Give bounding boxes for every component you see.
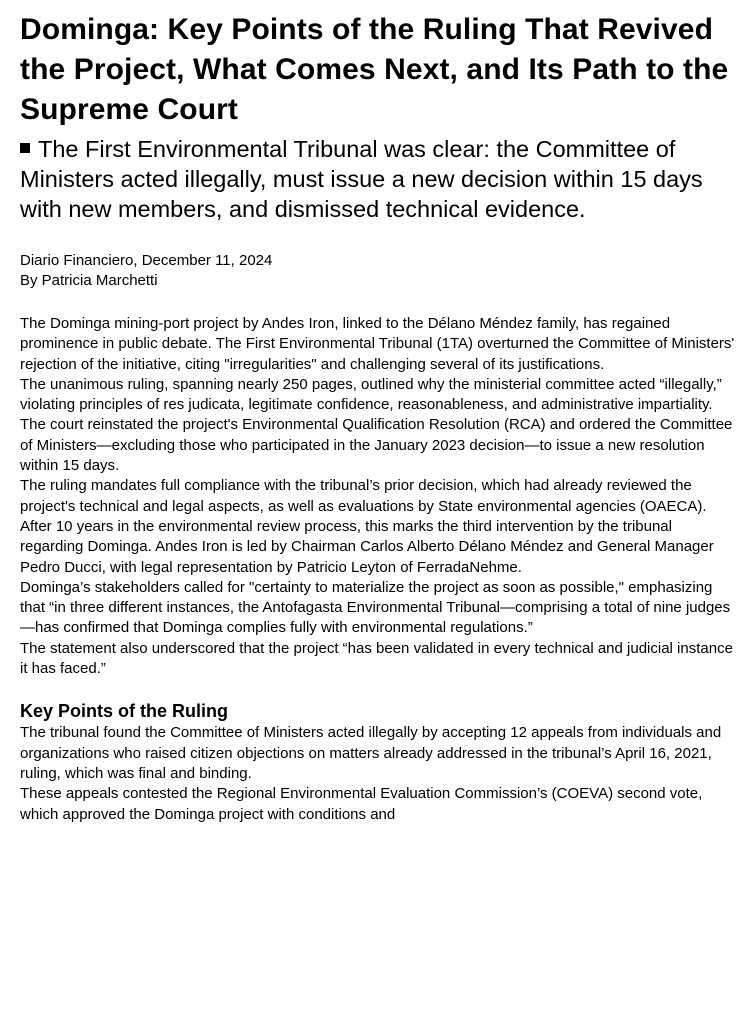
paragraph: The tribunal found the Committee of Ministers acted illegally by accepting 12 appeals from individuals and organizations who raised citizen objections on matters already addressed in the tribunal’s April 16, 2021, ruling, which was final and binding. xyxy=(20,724,722,782)
byline: By Patricia Marchetti xyxy=(20,272,158,289)
subtitle-text: The First Environmental Tribunal was clear: the Committee of Ministers acted illegally, must issue a new decision within 15 days with new members, and dismissed technical evidence. xyxy=(20,136,703,222)
paragraph: The unanimous ruling, spanning nearly 250 pages, outlined why the ministerial committee acted “illegally,” violating principles of res judicata, legitimate confidence, reasonableness, and administrative impartiality. xyxy=(20,375,722,414)
paragraph: The ruling mandates full compliance with the tribunal’s prior decision, which had already reviewed the project's technical and legal aspects, as well as evaluations by State environmental agencies (OAECA). xyxy=(20,477,707,515)
article-meta xyxy=(20,251,738,291)
article xyxy=(20,10,738,825)
paragraph: Dominga’s stakeholders called for "certainty to materialize the project as soon as possible," emphasizing that “in three different instances, the Antofagasta Environmental Tribunal—comprising a total of nine judges—has confirmed that Dominga complies fully with environmental regulations.” xyxy=(20,578,731,637)
section-heading: Key Points of the Ruling xyxy=(20,701,229,722)
paragraph: After 10 years in the environmental review process, this marks the third intervention by the tribunal regarding Dominga. Andes Iron is led by Chairman Carlos Alberto Délano Méndez and General Manager Pedro Ducci, with legal representation by Patricio Leyton of FerradaNehme. xyxy=(20,517,714,576)
article-subtitle xyxy=(20,134,738,224)
section-body xyxy=(20,723,738,824)
article-body xyxy=(20,314,738,679)
article-title: Dominga: Key Points of the Ruling That Revived the Project, What Comes Next, and Its Path to the Supreme Court xyxy=(20,13,729,126)
source-line: Diario Financiero, December 11, 2024 xyxy=(20,252,273,269)
paragraph: These appeals contested the Regional Environmental Evaluation Commission’s (COEVA) second vote, which approved the Dominga project with conditions and xyxy=(20,785,703,823)
paragraph: The statement also underscored that the project “has been validated in every technical and judicial instance it has faced.” xyxy=(20,639,733,678)
paragraph: The court reinstated the project's Environmental Qualification Resolution (RCA) and ordered the Committee of Ministers—excluding those who participated in the January 2023 decision—to issue a new resolution within 15 days. xyxy=(20,416,733,475)
square-bullet-icon xyxy=(20,143,30,153)
paragraph: The Dominga mining-port project by Andes Iron, linked to the Délano Méndez family, has regained prominence in public debate. The First Environmental Tribunal (1TA) overturned the Committee of Ministers' rejection of the initiative, citing "irregularities" and challenging several of its justifications. xyxy=(20,315,735,373)
